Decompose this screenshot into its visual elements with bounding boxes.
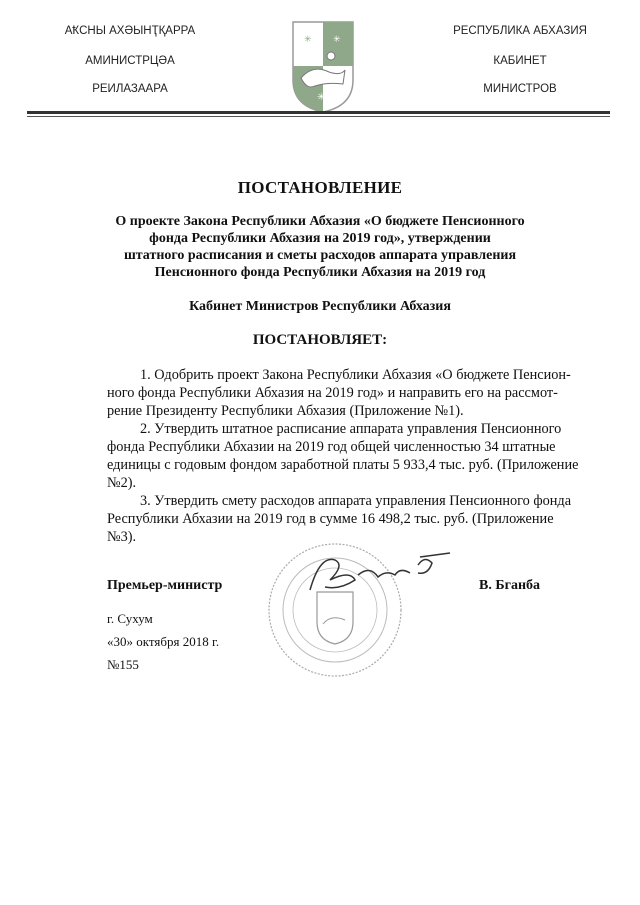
header-left-line: АМИНИСТРЦӘА [85,55,175,67]
svg-text:✳: ✳ [317,92,326,103]
subject-line: фонда Республики Абхазия на 2019 год», утверждении [149,231,491,246]
document-number: №155 [107,657,139,672]
paragraph-line: фонда Республики Абхазии на 2019 год общей численностью 34 штатные [107,439,556,455]
paragraph-1 [107,366,571,420]
svg-text:✳: ✳ [304,34,312,44]
subject-line: О проекте Закона Республики Абхазия «О бюджете Пенсионного [115,214,525,229]
paragraph-line: №3). [107,529,137,545]
header-left-line: АҞСНЫ АХӘЫНҬҚАРРА [64,25,196,37]
issuer: Кабинет Министров Республики Абхазия [189,299,451,314]
paragraph-line: единицы с годовым фондом заработной платы 5 933,4 тыс. руб. (Приложение [107,457,579,473]
city: г. Сухум [107,611,153,626]
header-right-line: МИНИСТРОВ [483,83,557,95]
header-rule-thin [27,116,610,117]
paragraph-line: ного фонда Республики Абхазия на 2019 год» и направить его на рассмот- [107,385,558,401]
signatory-name: В. Бганба [479,578,541,593]
date: «30» октября 2018 г. [107,634,220,649]
paragraph-line: Республики Абхазии на 2019 год в сумме 16 498,2 тыс. руб. (Приложение [107,511,554,527]
subject-line: штатного расписания и сметы расходов аппарата управления [123,248,517,263]
resolves-heading: ПОСТАНОВЛЯЕТ: [252,332,388,348]
document-title: ПОСТАНОВЛЕНИЕ [237,178,403,197]
header-right-line: КАБИНЕТ [493,55,547,67]
paragraph-line: 1. Одобрить проект Закона Республики Абхазия «О бюджете Пенсион- [140,367,571,383]
paragraph-3 [107,492,572,546]
paragraph-line: №2). [107,475,137,491]
signatory-position: Премьер-министр [107,578,223,593]
header-left-line: РЕИЛАЗААРА [92,83,168,95]
paragraph-line: 3. Утвердить смету расходов аппарата управления Пенсионного фонда [140,493,572,509]
subject-line: Пенсионного фонда Республики Абхазия на 2019 год [154,265,486,280]
handwritten-signature [300,545,460,605]
paragraph-line: 2. Утвердить штатное расписание аппарата управления Пенсионного [140,421,562,437]
paragraph-line: рение Президенту Республики Абхазия (Приложение №1). [107,403,464,419]
svg-text:✳: ✳ [333,34,341,44]
header-right-line: РЕСПУБЛИКА АБХАЗИЯ [453,25,587,37]
header-rule [27,111,610,114]
coat-of-arms-emblem [291,20,355,114]
paragraph-2 [107,420,579,492]
